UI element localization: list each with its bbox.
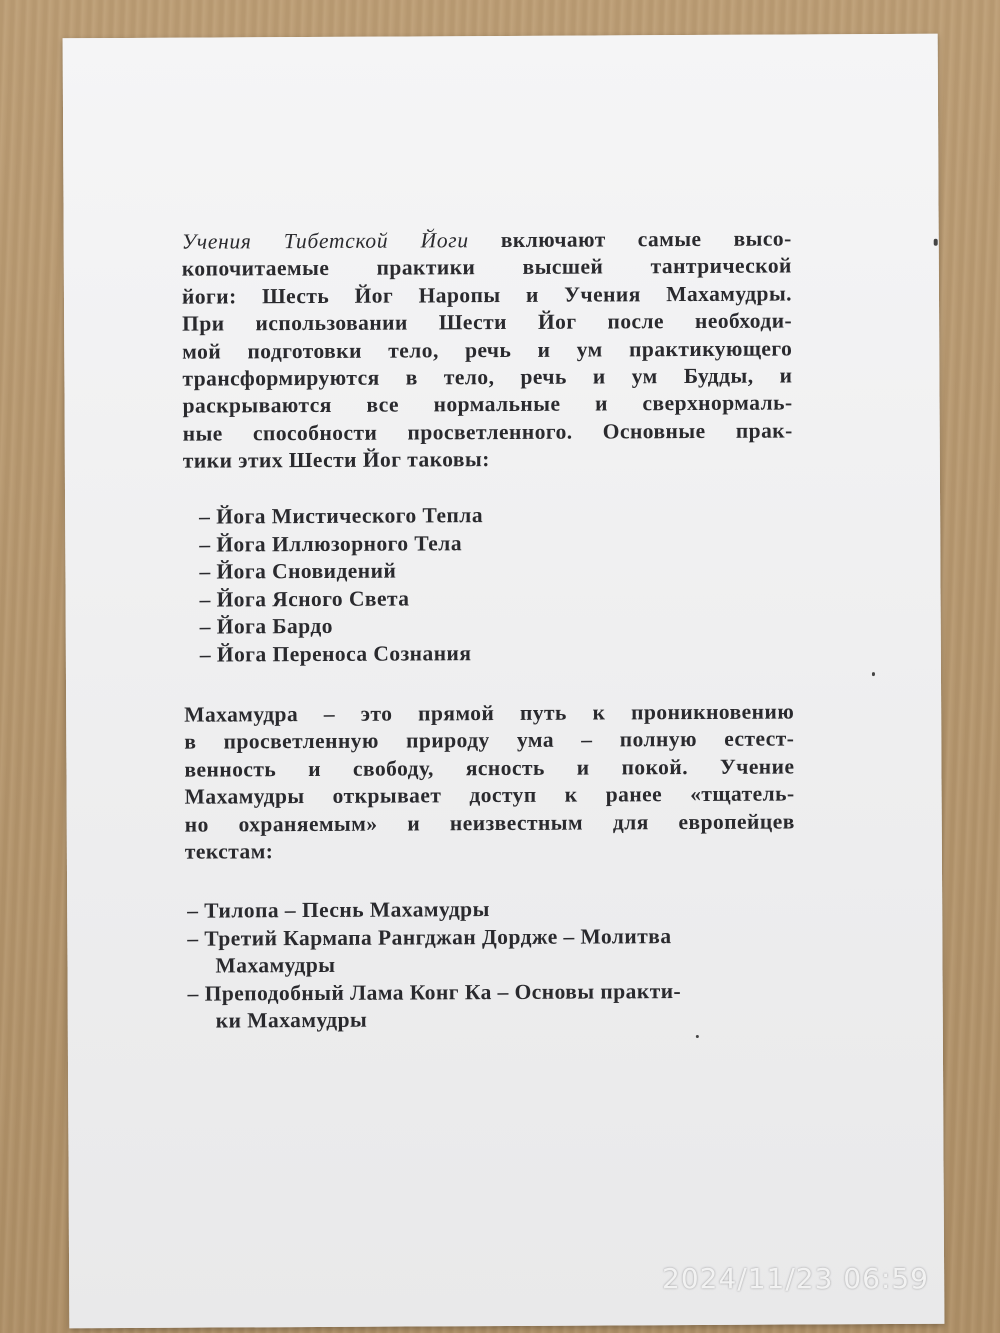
mahamudra-line-6: текстам: <box>184 839 274 864</box>
six-yogas-list <box>199 502 484 669</box>
list-item: – Третий Кармапа Рангджан Дордже – Молитва <box>187 923 672 951</box>
list-item-continuation: ки Махамудры <box>215 1008 368 1033</box>
mahamudra-line-4: Махамудры открывает доступ к ранее «тщатель- <box>184 781 795 809</box>
mahamudra-paragraph <box>184 698 795 866</box>
list-item: – Йога Ясного Света <box>199 586 410 612</box>
mahamudra-line-2: в просветленную природу ума – полную естест- <box>184 726 795 755</box>
list-item: – Йога Переноса Сознания <box>199 641 472 667</box>
mahamudra-texts-list <box>187 894 798 1035</box>
list-item: – Йога Мистического Тепла <box>199 503 484 529</box>
intro-line-6: трансформируются в тело, речь и ум Будды, и <box>182 363 793 391</box>
intro-line-9: тики этих Шести Йог таковы: <box>182 447 490 473</box>
intro-line-3: йоги: Шесть Йог Наропы и Учения Махамудры. <box>181 281 793 309</box>
intro-paragraph <box>182 225 793 475</box>
print-speck <box>934 239 938 246</box>
intro-line-4: При использовании Шести Йог после необходи- <box>182 308 793 336</box>
intro-line-1: Учения Тибетской Йоги включают самые высо- <box>181 226 792 254</box>
book-back-cover <box>63 34 945 1329</box>
list-item-continuation: Махамудры <box>215 953 336 978</box>
intro-line-8: ные способности просветленного. Основные прак- <box>182 418 793 446</box>
intro-line-2: копочитаемые практики высшей тантрической <box>181 253 792 282</box>
list-item: – Йога Бардо <box>199 614 333 639</box>
print-speck <box>872 672 875 676</box>
book-title-italic: Учения Тибетской Йоги <box>181 228 469 254</box>
intro-line-7: раскрываются все нормальные и сверхнормаль- <box>182 390 793 419</box>
intro-line-5: мой подготовки тело, речь и ум практикующего <box>182 336 793 364</box>
mahamudra-line-3: венность и свободу, ясность и покой. Учение <box>184 754 795 782</box>
mahamudra-line-1: Махамудра – это прямой путь к проникновению <box>184 699 795 727</box>
list-item: – Йога Иллюзорного Тела <box>199 530 463 557</box>
mahamudra-line-5: но охраняемым» и неизвестным для европейцев <box>184 809 795 837</box>
list-item: – Преподобный Лама Конг Ка – Основы практи- <box>187 978 682 1006</box>
list-item: – Тилопа – Песнь Махамудры <box>187 897 490 923</box>
list-item: – Йога Сновидений <box>199 558 397 584</box>
photo-timestamp: 2024/11/23 06:59 <box>662 1262 929 1295</box>
print-speck <box>696 1035 699 1038</box>
